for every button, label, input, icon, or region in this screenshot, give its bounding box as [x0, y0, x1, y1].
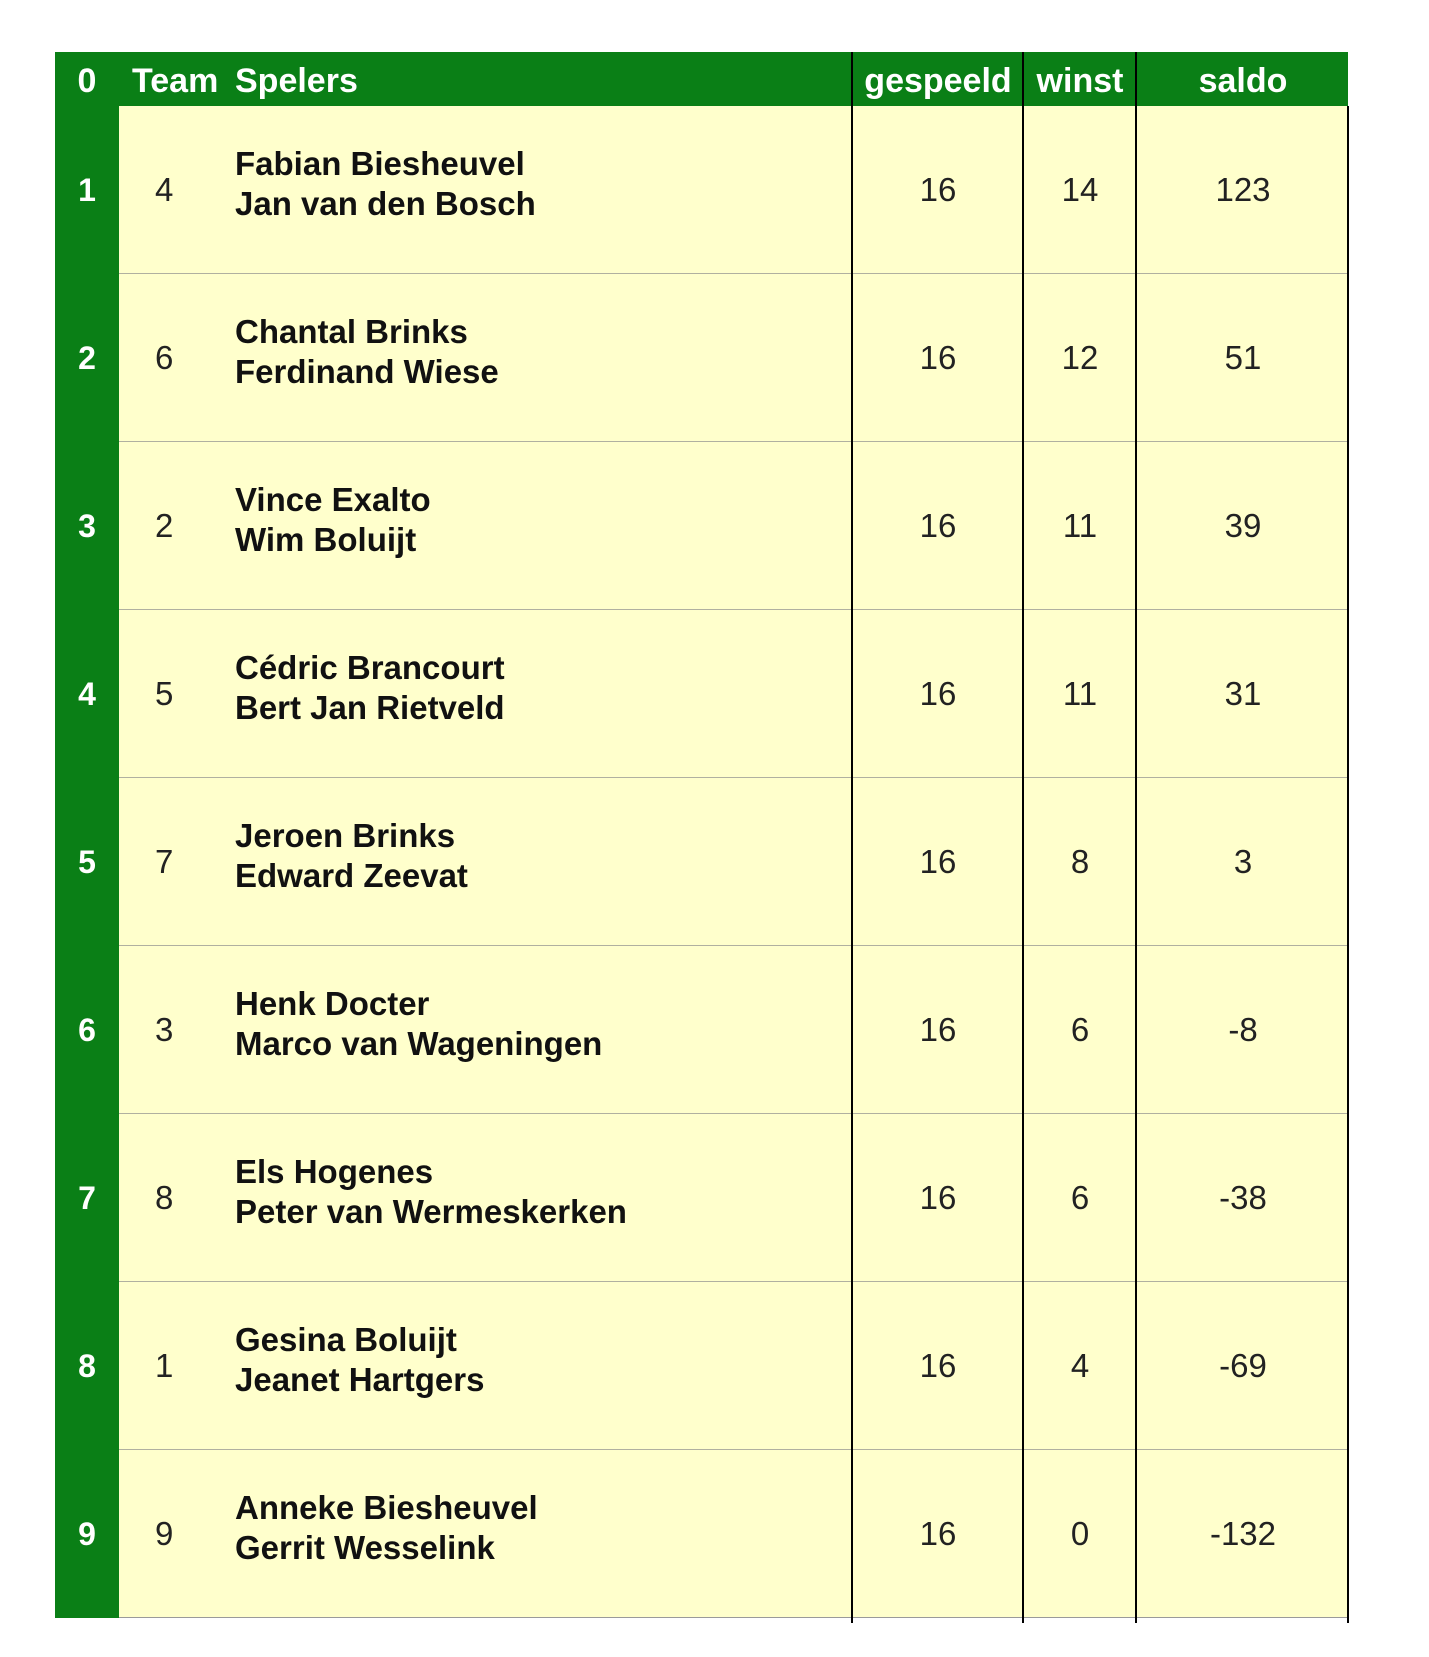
saldo-cell: 39 [1224, 507, 1262, 544]
table-header [55, 52, 1348, 106]
winst-cell: 8 [1070, 843, 1090, 880]
saldo-cell: -38 [1219, 1179, 1267, 1216]
player-name: Jeanet Hartgers [235, 1361, 485, 1398]
player-name: Jeroen Brinks [235, 817, 456, 854]
rank-cell: 7 [55, 1114, 119, 1282]
table-body [55, 106, 1348, 1618]
rank-cell: 4 [55, 610, 119, 778]
saldo-cell: -69 [1219, 1347, 1267, 1384]
player-name: Gesina Boluijt [235, 1321, 457, 1358]
winst-cell: 11 [1062, 675, 1098, 712]
player-name: Ferdinand Wiese [235, 353, 499, 390]
team-number: 2 [155, 507, 174, 544]
saldo-cell: 123 [1215, 171, 1271, 208]
players-cell [235, 312, 499, 392]
player-name: Bert Jan Rietveld [235, 689, 505, 726]
saldo-cell: 51 [1224, 339, 1262, 376]
winst-cell: 6 [1070, 1011, 1090, 1048]
header-team: Team [132, 62, 219, 100]
standings-table [55, 52, 1348, 1618]
players-cell [235, 1152, 627, 1232]
header-saldo: saldo [1198, 62, 1288, 100]
table-row [55, 946, 1348, 1114]
gespeeld-cell: 16 [919, 1011, 957, 1048]
table-row [55, 106, 1348, 274]
saldo-cell: 31 [1224, 675, 1262, 712]
rank-cell: 5 [55, 778, 119, 946]
column-divider [851, 106, 853, 1623]
table-row [55, 778, 1348, 946]
players-cell [235, 1320, 484, 1400]
player-name: Anneke Biesheuvel [235, 1489, 538, 1526]
team-number: 4 [155, 171, 174, 208]
table-row [55, 274, 1348, 442]
saldo-cell: -8 [1228, 1011, 1258, 1048]
gespeeld-cell: 16 [919, 1179, 957, 1216]
player-name: Els Hogenes [235, 1153, 434, 1190]
player-name: Chantal Brinks [235, 313, 468, 350]
winst-cell: 12 [1061, 339, 1099, 376]
column-divider [1135, 106, 1137, 1623]
winst-cell: 0 [1070, 1515, 1090, 1552]
winst-cell: 14 [1061, 171, 1099, 208]
player-name: Cédric Brancourt [235, 649, 505, 686]
player-name: Gerrit Wesselink [235, 1529, 495, 1566]
winst-cell: 11 [1062, 507, 1098, 544]
team-number: 9 [155, 1515, 174, 1552]
players-cell [235, 984, 602, 1064]
rank-cell: 6 [55, 946, 119, 1114]
team-number: 8 [155, 1179, 174, 1216]
winst-cell: 6 [1070, 1179, 1090, 1216]
table-row [55, 610, 1348, 778]
saldo-cell: 3 [1233, 843, 1253, 880]
player-name: Marco van Wageningen [235, 1025, 603, 1062]
gespeeld-cell: 16 [919, 171, 957, 208]
players-cell [235, 816, 468, 896]
rank-cell: 1 [55, 106, 119, 274]
gespeeld-cell: 16 [919, 1515, 957, 1552]
table-row [55, 1282, 1348, 1450]
player-name: Wim Boluijt [235, 521, 417, 558]
player-name: Fabian Biesheuvel [235, 145, 525, 182]
rank-cell: 3 [55, 442, 119, 610]
gespeeld-cell: 16 [919, 507, 957, 544]
team-number: 6 [155, 339, 174, 376]
header-gespeeld: gespeeld [864, 62, 1012, 100]
players-cell [235, 648, 505, 728]
table-right-border [1347, 106, 1349, 1623]
players-cell [235, 1488, 538, 1568]
column-divider [1022, 106, 1024, 1623]
header-spelers: Spelers [235, 62, 358, 100]
gespeeld-cell: 16 [919, 339, 957, 376]
header-rank: 0 [77, 62, 97, 100]
player-name: Jan van den Bosch [235, 185, 536, 222]
table-row [55, 442, 1348, 610]
rank-cell: 8 [55, 1282, 119, 1450]
header-winst: winst [1036, 62, 1124, 100]
saldo-cell: -132 [1209, 1515, 1277, 1552]
gespeeld-cell: 16 [919, 675, 957, 712]
gespeeld-cell: 16 [919, 843, 957, 880]
header-divider [1135, 52, 1137, 106]
team-number: 3 [155, 1011, 174, 1048]
rank-cell: 2 [55, 274, 119, 442]
table-row [55, 1450, 1348, 1618]
team-number: 1 [155, 1347, 174, 1384]
winst-cell: 4 [1070, 1347, 1090, 1384]
team-number: 5 [155, 675, 174, 712]
rank-cell: 9 [55, 1450, 119, 1618]
team-number: 7 [155, 843, 174, 880]
header-divider [1022, 52, 1024, 106]
player-name: Edward Zeevat [235, 857, 468, 894]
player-name: Peter van Wermeskerken [235, 1193, 627, 1230]
player-name: Henk Docter [235, 985, 430, 1022]
table-row [55, 1114, 1348, 1282]
players-cell [235, 144, 536, 224]
players-cell [235, 480, 431, 560]
gespeeld-cell: 16 [919, 1347, 957, 1384]
player-name: Vince Exalto [235, 481, 431, 518]
